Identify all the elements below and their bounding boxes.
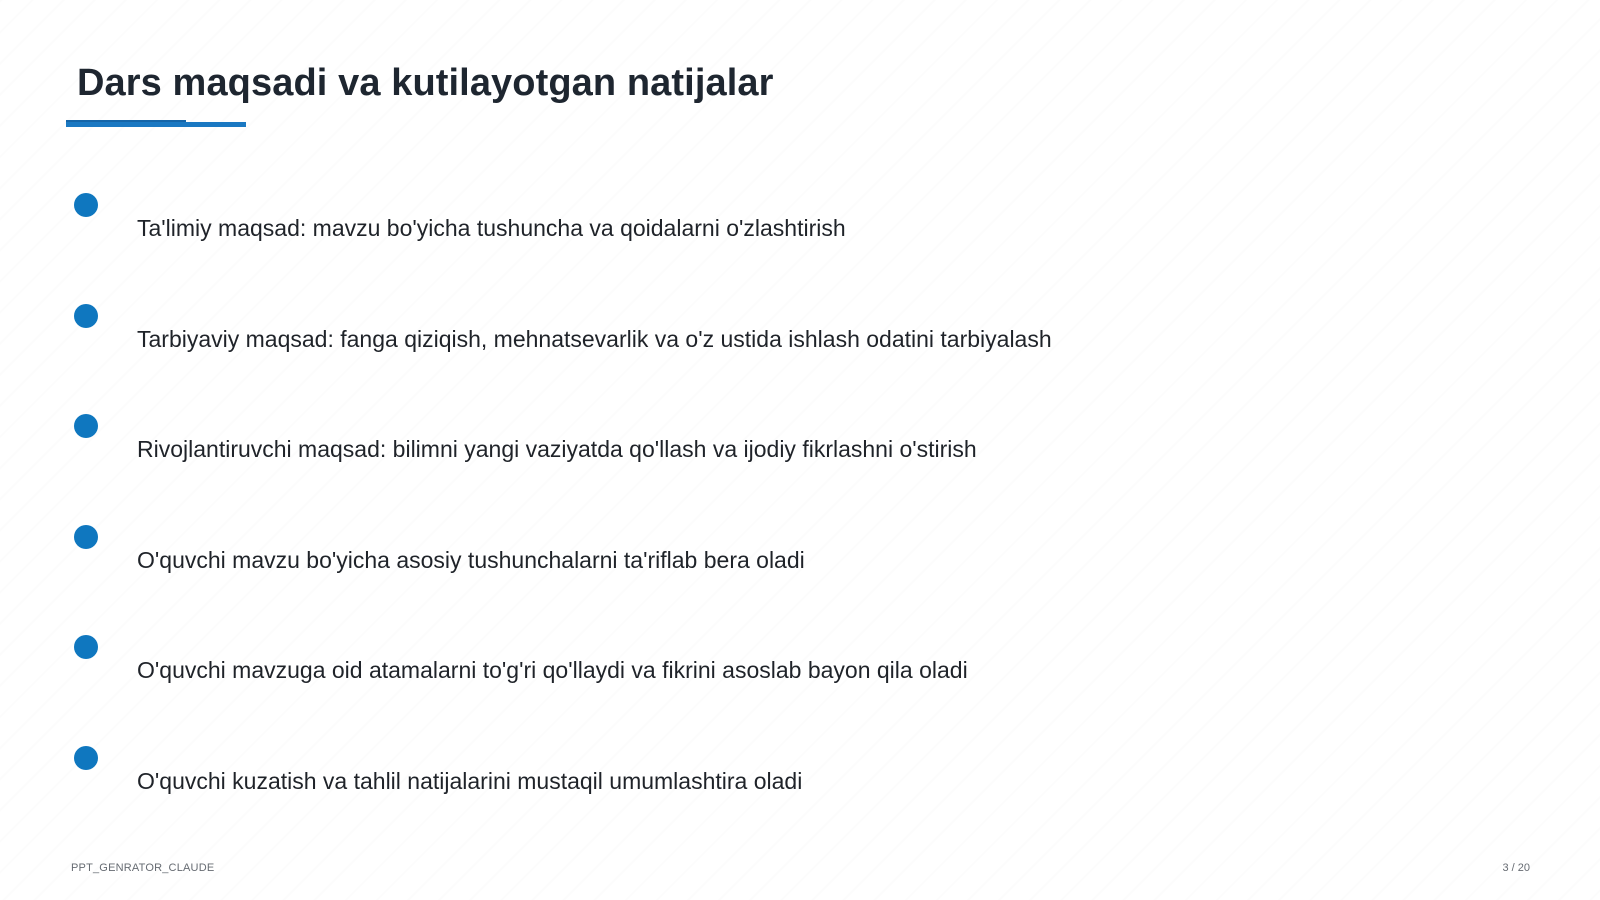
- title-underline: [66, 122, 246, 127]
- bullet-text: Tarbiyaviy maqsad: fanga qiziqish, mehnatsevarlik va o'z ustida ishlash odatini tarbiyalash: [137, 326, 1052, 352]
- footer-brand: PPT_GENRATOR_CLAUDE: [71, 862, 215, 874]
- bullet-dot-icon: [74, 525, 98, 549]
- title-underline-accent: [66, 120, 186, 122]
- bullet-dot-icon: [74, 635, 98, 659]
- bullet-text: Ta'limiy maqsad: mavzu bo'yicha tushuncha va qoidalarni o'zlashtirish: [137, 215, 846, 241]
- list-item: [0, 414, 1500, 474]
- bullet-text: O'quvchi kuzatish va tahlil natijalarini mustaqil umumlashtira oladi: [137, 768, 803, 794]
- list-item: [0, 746, 1500, 806]
- list-item: [0, 525, 1500, 585]
- slide-title: Dars maqsadi va kutilayotgan natijalar: [77, 62, 774, 104]
- list-item: [0, 193, 1500, 253]
- bullet-text: O'quvchi mavzu bo'yicha asosiy tushunchalarni ta'riflab bera oladi: [137, 547, 805, 573]
- bullet-dot-icon: [74, 193, 98, 217]
- bullet-text: O'quvchi mavzuga oid atamalarni to'g'ri qo'llaydi va fikrini asoslab bayon qila oladi: [137, 657, 968, 683]
- bullet-dot-icon: [74, 304, 98, 328]
- bullet-dot-icon: [74, 414, 98, 438]
- list-item: [0, 635, 1500, 695]
- bullet-dot-icon: [74, 746, 98, 770]
- list-item: [0, 304, 1500, 364]
- page-number: 3 / 20: [1502, 862, 1530, 874]
- bullet-text: Rivojlantiruvchi maqsad: bilimni yangi vaziyatda qo'llash va ijodiy fikrlashni o'stirish: [137, 436, 977, 462]
